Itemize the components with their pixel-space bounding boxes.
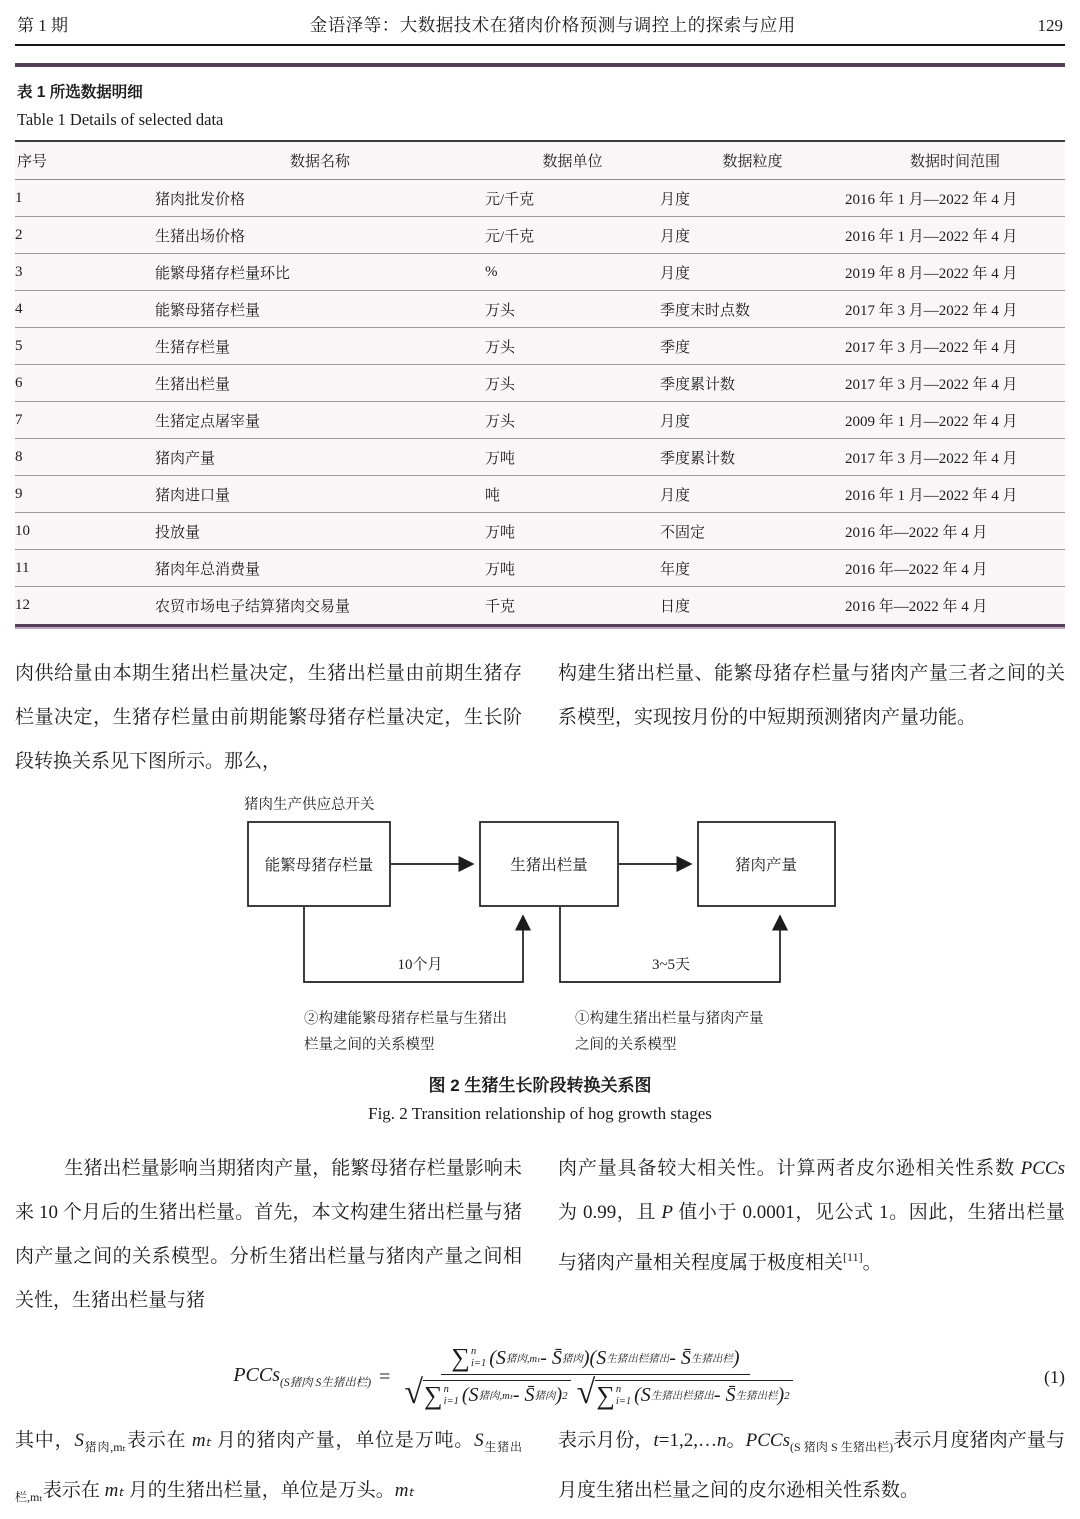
s-hog-symbol: S [474, 1430, 484, 1451]
term-subscript: 生猪出栏 [735, 1391, 778, 1403]
text-run: 表示月份， [558, 1430, 654, 1451]
cell-name: 农贸市场电子结算猪肉交易量 [155, 598, 351, 615]
text-run: 表示在 [42, 1479, 105, 1501]
sum-symbol: ∑ [451, 1343, 470, 1373]
cell-range: 2019 年 8 月—2022 年 4 月 [845, 265, 1018, 282]
col-header-range: 数据时间范围 [909, 154, 1000, 170]
sum-limits [444, 1384, 459, 1408]
term: ) [555, 1384, 563, 1407]
s-pork-symbol: S [74, 1430, 84, 1451]
text-run: 月的生猪出栏量，单位是万头。 [123, 1479, 395, 1501]
radicand [423, 1380, 571, 1409]
term-subscript: 生猪出栏猪出 [650, 1391, 714, 1403]
cell-range: 2016 年 1 月—2022 年 4 月 [845, 228, 1018, 245]
sum-symbol: ∑ [596, 1380, 615, 1410]
cell-unit: 万吨 [485, 524, 516, 541]
cell-granularity: 日度 [660, 598, 691, 615]
term-subscript: 猪肉 [561, 1353, 583, 1365]
box2-label: 生猪出栏量 [510, 857, 588, 874]
cell-unit: % [485, 263, 498, 280]
cell-name: 猪肉进口量 [155, 487, 231, 504]
cell-name: 生猪出栏量 [155, 376, 231, 393]
cell-index: 4 [15, 300, 23, 317]
equation-number: (1) [1044, 1366, 1065, 1387]
term-subscript: 猪肉,mₜ [505, 1353, 541, 1365]
loop1-duration-label: 10个月 [397, 957, 443, 973]
cell-name: 投放量 [155, 524, 201, 541]
table-caption-zh: 表 1 所选数据明细 [17, 84, 143, 101]
cell-name: 猪肉产量 [155, 450, 216, 467]
equals-sign: = [379, 1365, 391, 1388]
loop2-duration-label: 3~5天 [651, 957, 691, 973]
symbol-subscript: 生猪出栏,mₜ [15, 1439, 522, 1504]
paragraph: 肉供给量由本期生猪出栏量决定，生猪出栏量由前期生猪存栏量决定，生猪存栏量由前期能繁母猪存栏量决定，生长阶段转换关系见下图所示。那么， [15, 663, 522, 772]
page-number: 129 [1037, 16, 1063, 35]
right-column [558, 1419, 1065, 1519]
col-header-granularity: 数据粒度 [722, 154, 783, 170]
pccs-formula [15, 1343, 1011, 1412]
cell-granularity: 月度 [660, 487, 691, 504]
running-title: 金语泽等：大数据技术在猪肉价格预测与调控上的探索与应用 [309, 15, 796, 35]
figure-caption-en: Fig. 2 Transition relationship of hog growth stages [368, 1104, 712, 1123]
sum-limits [616, 1384, 631, 1408]
cell-index: 3 [15, 263, 23, 280]
cell-unit: 万吨 [485, 450, 516, 467]
body-text-block-2 [15, 1147, 1065, 1323]
table-row [15, 476, 1065, 513]
formula-lhs [233, 1364, 371, 1390]
running-head [15, 0, 1065, 46]
text-run: 月的猪肉产量，单位是万吨。 [211, 1430, 475, 1451]
cell-granularity: 季度累计数 [660, 450, 736, 467]
cell-range: 2017 年 3 月—2022 年 4 月 [845, 302, 1018, 319]
body-text-block-1 [15, 652, 1065, 784]
cell-unit: 吨 [485, 487, 501, 504]
cell-granularity: 季度末时点数 [660, 302, 751, 319]
cell-range: 2016 年—2022 年 4 月 [845, 561, 988, 578]
sum-upper-limit: n [615, 1383, 622, 1395]
col-header-index: 序号 [17, 154, 48, 170]
cell-index: 8 [15, 448, 23, 465]
cell-granularity: 季度 [660, 339, 691, 356]
term-subscript: 猪肉,mₜ [478, 1391, 513, 1403]
term: - S̄ [713, 1384, 736, 1407]
cell-unit: 万头 [485, 413, 516, 430]
n-symbol: n [716, 1430, 727, 1451]
table-row [15, 402, 1065, 439]
paragraph: 构建生猪出栏量、能繁母猪存栏量与猪肉产量三者之间的关系模型，实现按月份的中短期预测猪肉产量功能。 [558, 663, 1065, 728]
cell-index: 5 [15, 337, 23, 354]
cell-granularity: 年度 [660, 561, 691, 578]
term: - S̄ [540, 1346, 562, 1369]
text-run: 肉产量具备较大相关性。计算两者皮尔逊相关性系数 [558, 1158, 1021, 1179]
table-body [15, 180, 1065, 624]
col-header-name: 数据名称 [289, 154, 350, 170]
sum-upper-limit: n [470, 1346, 477, 1358]
left-column [15, 1419, 522, 1519]
box1-label: 能繁母猪存栏量 [264, 857, 374, 874]
cell-name: 猪肉年总消费量 [155, 561, 261, 578]
p-value-symbol: P [661, 1202, 673, 1223]
cell-name: 能繁母猪存栏量环比 [155, 265, 291, 282]
left-column [15, 652, 522, 784]
square-exponent: 2 [784, 1389, 790, 1402]
col-header-unit: 数据单位 [542, 154, 603, 170]
cell-range: 2017 年 3 月—2022 年 4 月 [845, 339, 1018, 356]
cell-range: 2016 年 1 月—2022 年 4 月 [845, 191, 1018, 208]
table-row [15, 439, 1065, 476]
cell-range: 2017 年 3 月—2022 年 4 月 [845, 450, 1018, 467]
symbol-explanation-block [15, 1419, 1065, 1519]
cell-unit: 万头 [485, 302, 516, 319]
left-column [15, 1147, 522, 1323]
cell-granularity: 月度 [660, 265, 691, 282]
right-column [558, 652, 1065, 784]
term: (S [489, 1346, 506, 1369]
cell-index: 11 [15, 559, 30, 576]
text-run: 表示在 [126, 1430, 192, 1451]
pccs-symbol: PCCs [1020, 1158, 1065, 1179]
term: )(S [582, 1346, 607, 1369]
supply-switch-label: 猪肉生产供应总开关 [244, 797, 375, 813]
table-bottom-rule-light [15, 627, 1065, 629]
term: ) [777, 1384, 785, 1407]
radical-sign: √ [576, 1374, 596, 1412]
term-subscript: 生猪出栏 [690, 1353, 733, 1365]
cell-index: 9 [15, 485, 23, 502]
text-run: 。 [726, 1430, 746, 1451]
equation-1 [15, 1335, 1065, 1419]
cell-name: 生猪定点屠宰量 [155, 413, 261, 430]
table-header-row [15, 141, 1065, 180]
cell-unit: 元/千克 [485, 228, 535, 245]
cell-granularity: 不固定 [660, 524, 706, 541]
month-symbol: mₜ [191, 1430, 212, 1451]
numerator [441, 1345, 749, 1375]
sum-lower-limit: i=1 [615, 1395, 632, 1407]
note2-line1: ②构建能繁母猪存栏量与生猪出 [304, 1011, 507, 1027]
table-head [15, 141, 1065, 180]
text-run: 值小于 0.0001，见公式 1。因此，生猪出栏量与猪肉产量相关程度属于极度相关 [558, 1202, 1065, 1274]
cell-index: 7 [15, 411, 23, 428]
table-row [15, 513, 1065, 550]
term: ) [732, 1346, 740, 1369]
figure-2 [15, 786, 1065, 1063]
table-row [15, 328, 1065, 365]
sum-upper-limit: n [443, 1383, 449, 1395]
table-row [15, 365, 1065, 402]
term: - S̄ [669, 1346, 691, 1369]
cell-range: 2017 年 3 月—2022 年 4 月 [845, 376, 1018, 393]
table-row [15, 291, 1065, 328]
term-subscript: 猪肉 [534, 1391, 556, 1403]
sum-lower-limit: i=1 [443, 1395, 459, 1407]
cell-range: 2016 年 1 月—2022 年 4 月 [845, 487, 1018, 504]
table-top-rule [15, 63, 1065, 67]
pccs-symbol: PCCs [233, 1364, 281, 1386]
text-run: 表示月度猪肉产量与月度生猪出栏量之间的皮尔逊相关性系数。 [558, 1430, 1065, 1501]
paragraph [558, 1147, 1065, 1285]
sum-lower-limit: i=1 [470, 1358, 487, 1370]
t-symbol: t [653, 1430, 659, 1451]
right-column [558, 1147, 1065, 1323]
issue-number: 第 1 期 [17, 16, 68, 35]
denominator [398, 1374, 792, 1412]
paragraph [558, 1419, 1065, 1513]
cell-range: 2016 年—2022 年 4 月 [845, 524, 988, 541]
sum-symbol: ∑ [424, 1380, 443, 1410]
data-table [15, 140, 1065, 624]
note1-line2: 之间的关系模型 [575, 1037, 677, 1053]
radicand [595, 1380, 792, 1409]
cell-name: 生猪存栏量 [155, 339, 231, 356]
cell-unit: 元/千克 [485, 191, 535, 208]
table-row [15, 254, 1065, 291]
table-row [15, 180, 1065, 217]
text-run: 。 [862, 1252, 882, 1274]
citation-marker: [11] [843, 1250, 863, 1264]
cell-name: 猪肉批发价格 [155, 191, 246, 208]
cell-unit: 千克 [485, 598, 516, 615]
term-subscript: 生猪出栏猪出 [606, 1353, 670, 1365]
cell-index: 1 [15, 189, 23, 206]
cell-range: 2016 年—2022 年 4 月 [845, 598, 988, 615]
text-run: 为 0.99，且 [558, 1202, 662, 1223]
hog-growth-diagram [230, 786, 850, 1058]
pccs-symbol: PCCs [745, 1430, 790, 1451]
cell-index: 10 [15, 522, 30, 539]
cell-index: 2 [15, 226, 23, 243]
table-row [15, 217, 1065, 254]
cell-granularity: 月度 [660, 228, 691, 245]
radical-sign: √ [404, 1374, 424, 1412]
cell-index: 12 [15, 596, 30, 613]
cell-index: 6 [15, 374, 23, 391]
formula-lhs-subscript: (S猪肉 S生猪出栏) [280, 1377, 372, 1389]
month-symbol: mₜ [104, 1479, 124, 1501]
note1-line1: ①构建生猪出栏量与猪肉产量 [575, 1011, 764, 1027]
box3-label: 猪肉产量 [734, 857, 798, 874]
term: - S̄ [512, 1384, 535, 1407]
fraction [398, 1343, 792, 1412]
cell-granularity: 月度 [660, 191, 691, 208]
term: (S [461, 1384, 479, 1407]
table-row [15, 550, 1065, 587]
text-run: =1,2,… [658, 1430, 717, 1451]
table-row [15, 587, 1065, 624]
cell-name: 能繁母猪存栏量 [155, 302, 261, 319]
symbol-subscript: 猪肉,mₜ [83, 1439, 127, 1454]
cell-range: 2009 年 1 月—2022 年 4 月 [845, 413, 1018, 430]
paragraph [15, 1419, 522, 1519]
cell-granularity: 月度 [660, 413, 691, 430]
cell-unit: 万头 [485, 376, 516, 393]
sum-limits [471, 1346, 486, 1370]
cell-granularity: 季度累计数 [660, 376, 736, 393]
month-symbol: mₜ [394, 1479, 415, 1501]
cell-name: 生猪出场价格 [155, 228, 246, 245]
cell-unit: 万头 [485, 339, 516, 356]
paragraph: 生猪出栏量影响当期猪肉产量，能繁母猪存栏量影响未来 10 个月后的生猪出栏量。首先，本文构建生猪出栏量与猪肉产量之间的关系模型。分析生猪出栏量与猪肉产量之间相关性，生猪出栏量与猪 [15, 1158, 522, 1311]
note2-line2: 栏量之间的关系模型 [304, 1037, 435, 1053]
cell-unit: 万吨 [485, 561, 516, 578]
table-caption-en: Table 1 Details of selected data [17, 110, 224, 129]
figure-caption-zh: 图 2 生猪生长阶段转换关系图 [428, 1076, 652, 1095]
text-run: 其中， [15, 1430, 75, 1451]
term: (S [634, 1384, 651, 1407]
symbol-subscript: (S 猪肉 S 生猪出栏) [790, 1439, 894, 1454]
square-exponent: 2 [562, 1389, 568, 1402]
